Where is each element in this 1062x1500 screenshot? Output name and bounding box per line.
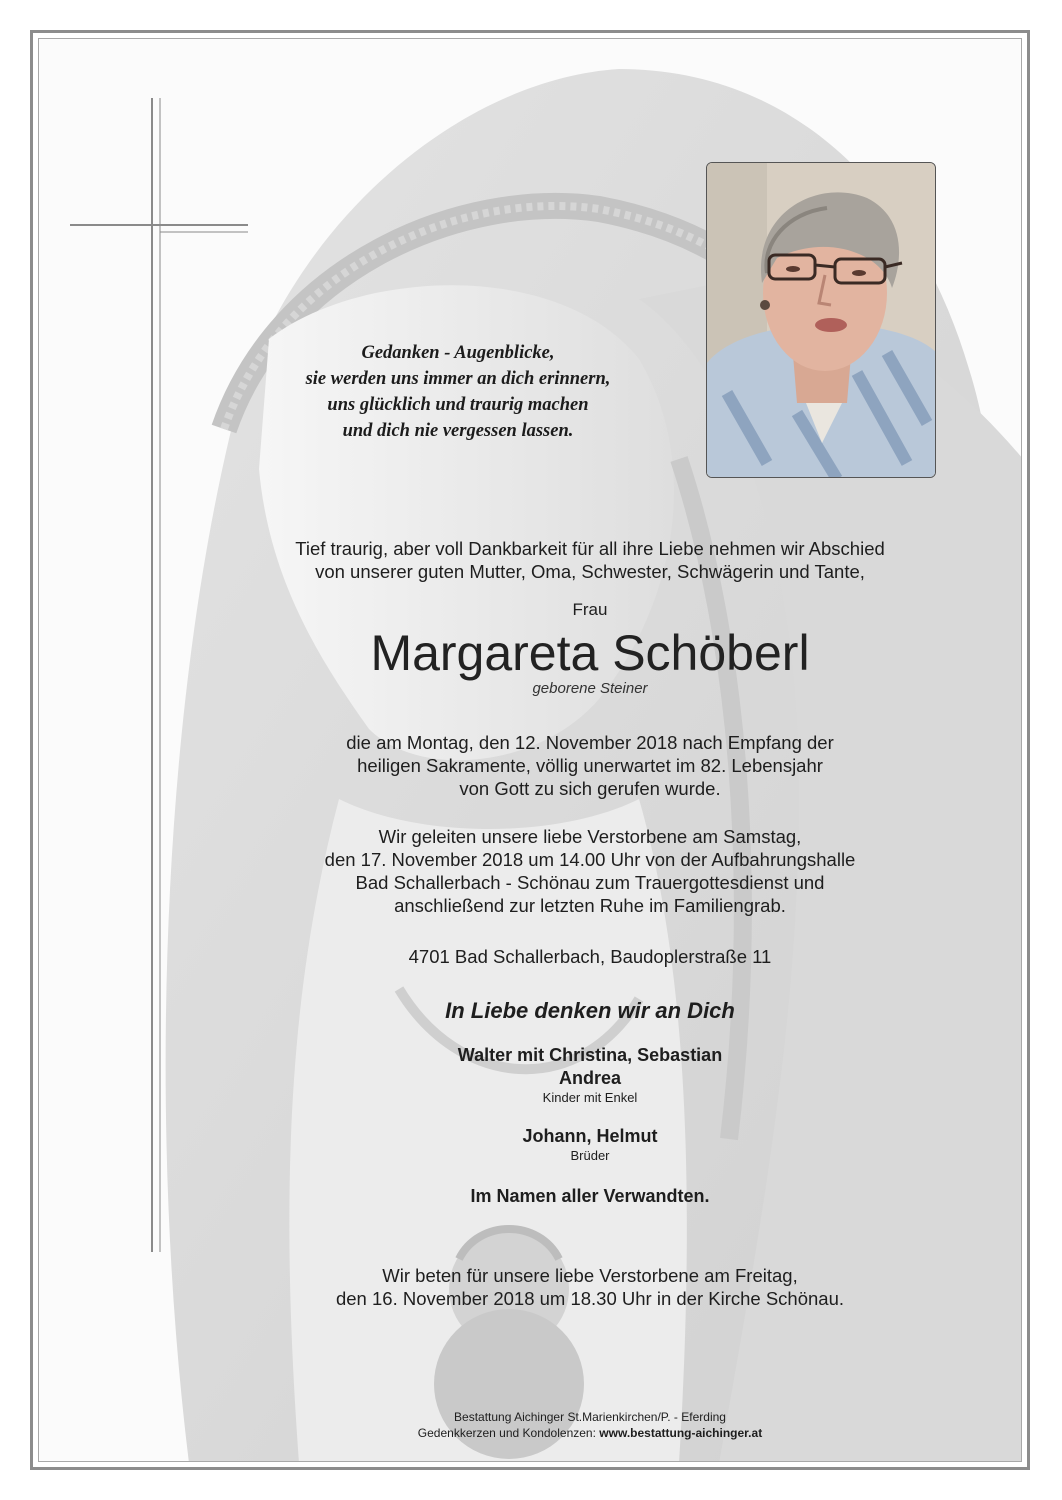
verse-line: Gedanken - Augenblicke, [361,343,555,363]
mourner-names: Walter mit Christina, Sebastian [457,1045,723,1065]
verse-line: sie werden uns immer an dich erinnern, [305,369,611,389]
prayer-line: den 16. November 2018 um 18.30 Uhr in der Kirche Schönau. [335,1288,845,1309]
funeral-line: Wir geleiten unsere liebe Verstorbene am Samstag, [378,826,802,847]
mourner-names: Andrea [558,1068,621,1088]
funeral-line: Bad Schallerbach - Schönau zum Trauergottesdienst und [355,872,825,893]
mourner-relation: Brüder [570,1148,610,1163]
condolence-label: Gedenkkerzen und Kondolenzen: [417,1426,596,1440]
closing-phrase: In Liebe denken wir an Dich [445,998,735,1023]
funeral-home: Bestattung Aichinger St.Marienkirchen/P. - Eferding [454,1410,726,1424]
verse-line: uns glücklich und traurig machen [327,395,589,415]
prayer-notice [180,1264,1000,1310]
death-notice-line: heiligen Sakramente, völlig unerwartet im 82. Lebensjahr [357,755,823,776]
mourner-names: Johann, Helmut [522,1126,658,1146]
verse-line: und dich nie vergessen lassen. [342,421,574,441]
deceased-name: Margareta Schöberl [370,625,810,681]
portrait-photo [706,162,936,478]
website-link[interactable]: www.bestattung-aichinger.at [599,1426,763,1440]
death-notice-line: von Gott zu sich gerufen wurde. [459,778,721,799]
mourner-relation: Kinder mit Enkel [542,1090,638,1105]
maiden-name: geborene Steiner [532,680,648,697]
relatives-line: Im Namen aller Verwandten. [470,1186,710,1206]
funeral-line: anschließend zur letzten Ruhe im Familiengrab. [394,895,786,916]
funeral-details [180,825,1000,917]
intro-line: Tief traurig, aber voll Dankbarkeit für all ihre Liebe nehmen wir Abschied [295,538,885,559]
funeral-line: den 17. November 2018 um 14.00 Uhr von der Aufbahrungshalle [324,849,856,870]
intro-line: von unserer guten Mutter, Oma, Schwester, Schwägerin und Tante, [315,561,865,582]
memorial-verse [258,340,658,444]
salutation: Frau [572,600,608,619]
prayer-line: Wir beten für unsere liebe Verstorbene am Freitag, [382,1265,798,1286]
condolence-line [180,1426,1000,1440]
death-notice [180,731,1000,800]
address: 4701 Bad Schallerbach, Baudoplerstraße 11 [408,946,772,967]
death-notice-line: die am Montag, den 12. November 2018 nach Empfang der [346,732,834,753]
intro-text [180,537,1000,583]
